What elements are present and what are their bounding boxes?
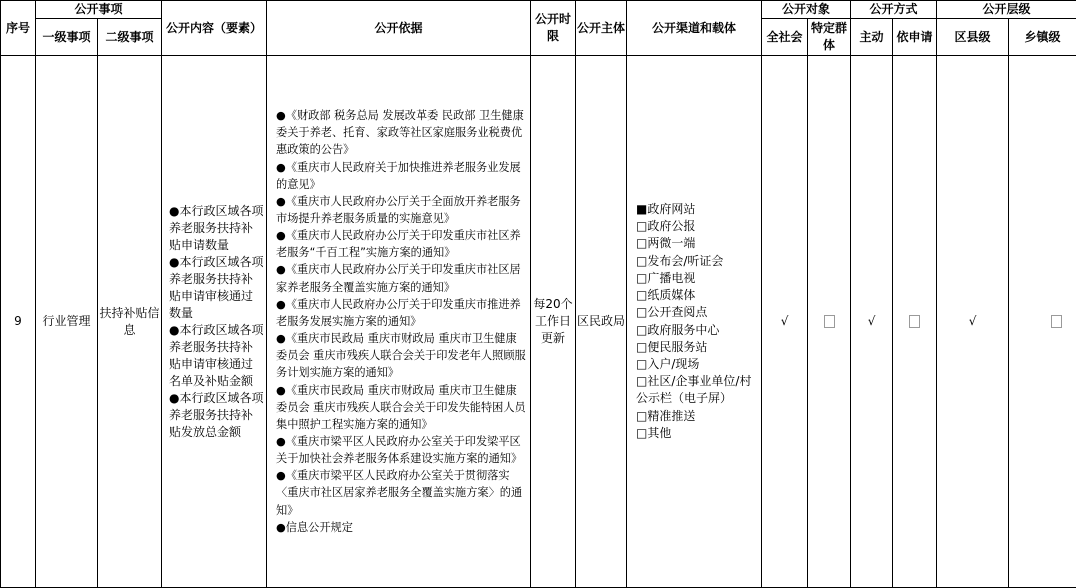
basis-item: ●《财政部 税务总局 发展改革委 民政部 卫生健康委关于养老、托育、家政等社区家庭服务业税费优惠政策的公告》 [276,109,524,157]
channel-item-gov-website: ■政府网站 [636,202,696,217]
header-subject: 公开主体 [576,1,627,56]
header-method: 公开方式 [851,1,937,19]
row-method-active [851,56,893,588]
header-level-county: 区县级 [937,19,1009,56]
header-matter-l2: 二级事项 [98,19,162,56]
row-level-town [1009,56,1076,588]
checkmark-icon: √ [780,314,789,328]
header-level-town: 乡镇级 [1009,19,1076,56]
channel-item-targeted-push: □精准推送 [636,408,696,423]
header-seq: 序号 [1,1,36,56]
content-item: ●本行政区域各项养老服务扶持补贴申请数量 [169,203,264,252]
content-item: ●本行政区域各项养老服务扶持补贴发放总金额 [169,390,264,439]
row-target-all [762,56,808,588]
row-channels [627,56,762,588]
content-item: ●本行政区域各项养老服务扶持补贴申请审核通过数量 [169,254,264,320]
row-matter-l2: 扶持补贴信息 [98,56,162,588]
channel-item-public-reading: □公开查阅点 [636,305,708,320]
basis-item: ●《重庆市民政局 重庆市财政局 重庆市卫生健康委员会 重庆市残疾人联合会关于印发失能特困人员集中照护工程实施方案的通知》 [276,383,526,431]
row-time-limit: 每20个工作日更新 [531,56,576,588]
header-level: 公开层级 [937,1,1076,19]
content-item: ●本行政区域各项养老服务扶持补贴申请审核通过名单及补贴金额 [169,322,264,388]
basis-item: ●《重庆市人民政府办公厅关于印发重庆市社区养老服务“千百工程”实施方案的通知》 [276,229,521,260]
channel-item-other: □其他 [636,425,672,440]
basis-item: ●《重庆市人民政府关于加快推进养老服务业发展的意见》 [276,160,521,191]
header-content: 公开内容（要素） [162,1,267,56]
channel-item-bulletin-board: □社区/企事业单位/村公示栏（电子屏） [636,374,752,406]
header-channels: 公开渠道和载体 [627,1,762,56]
header-time-limit: 公开时限 [531,1,576,56]
basis-item: ●《重庆市人民政府办公厅关于印发重庆市社区居家养老服务全覆盖实施方案的通知》 [276,263,521,294]
channel-item-service-station: □便民服务站 [636,339,708,354]
header-target-specific: 特定群体 [808,19,851,56]
header-matter-l1: 一级事项 [36,19,98,56]
header-row-top [1,1,1076,19]
basis-item: ●信息公开规定 [276,520,353,534]
checkmark-icon: √ [867,314,876,328]
row-level-county [937,56,1009,588]
empty-box-icon [909,315,920,328]
channel-item-print-media: □纸质媒体 [636,288,696,303]
checkmark-icon: √ [968,314,977,328]
header-target-all: 全社会 [762,19,808,56]
header-target: 公开对象 [762,1,851,19]
channel-item-broadcast-tv: □广播电视 [636,270,696,285]
empty-box-icon [1051,315,1062,328]
channel-item-wechat-weibo-app: □两微一端 [636,236,696,251]
basis-item: ●《重庆市梁平区人民政府办公室关于印发梁平区关于加快社会养老服务体系建设实施方案的通知》 [276,435,523,466]
header-basis: 公开依据 [267,1,531,56]
channel-item-press-hearing: □发布会/听证会 [636,253,724,268]
basis-item: ●《重庆市人民政府办公厅关于全面放开养老服务市场提升养老服务质量的实施意见》 [276,194,521,225]
channel-item-gov-gazette: □政府公报 [636,219,696,234]
basis-item: ●《重庆市人民政府办公厅关于印发重庆市推进养老服务发展实施方案的通知》 [276,297,521,328]
row-seq: 9 [1,56,36,588]
table-row [1,56,1076,588]
header-method-active: 主动 [851,19,893,56]
header-matter: 公开事项 [36,1,162,19]
empty-box-icon [824,315,835,328]
channel-item-door-to-door: □入户/现场 [636,356,700,371]
row-basis [267,56,531,588]
row-subject: 区民政局 [576,56,627,588]
channel-item-service-center: □政府服务中心 [636,322,720,337]
row-matter-l1: 行业管理 [36,56,98,588]
basis-item: ●《重庆市民政局 重庆市财政局 重庆市卫生健康委员会 重庆市残疾人联合会关于印发老年人照顾服务计划实施方案的通知》 [276,332,526,380]
basis-item: ●《重庆市梁平区人民政府办公室关于贯彻落实〈重庆市社区居家养老服务全覆盖实施方案〉的通知》 [276,469,523,517]
row-method-apply [893,56,937,588]
row-target-specific [808,56,851,588]
row-content [162,56,267,588]
header-method-apply: 依申请 [893,19,937,56]
